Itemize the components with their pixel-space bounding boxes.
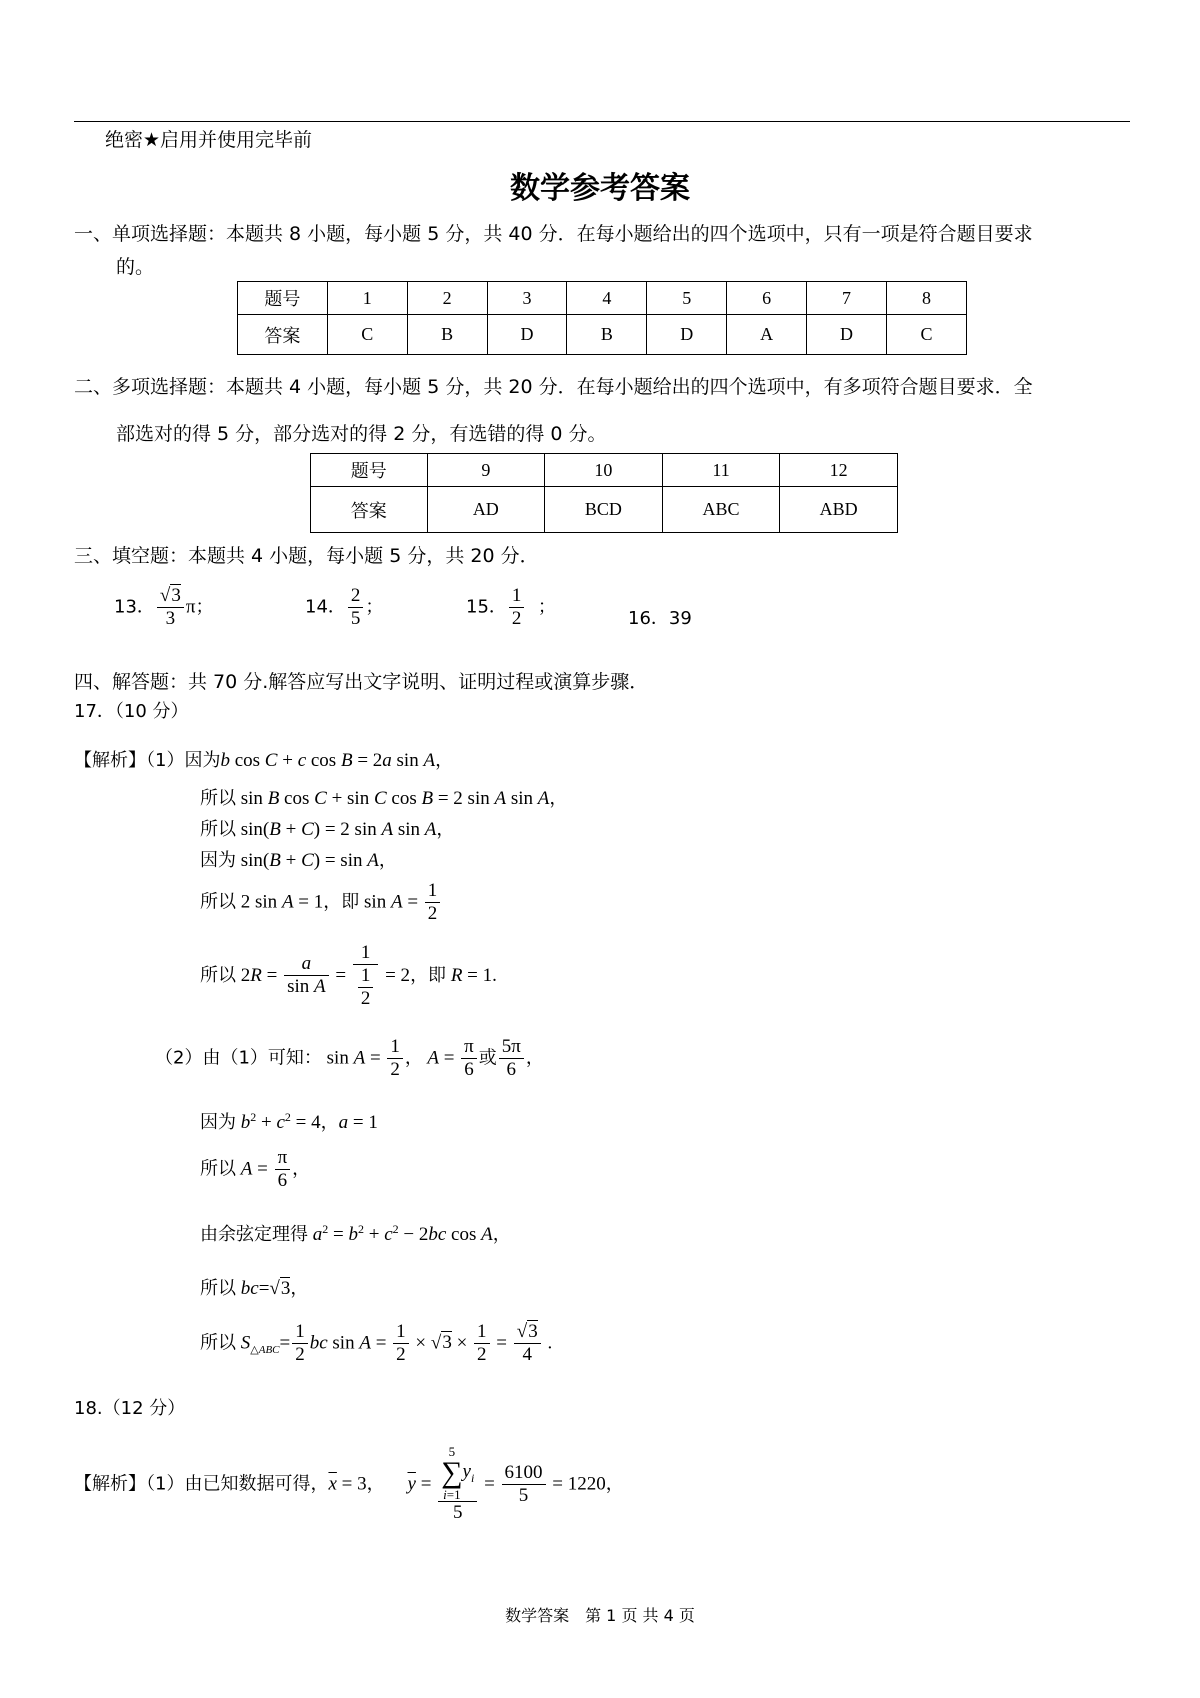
- table-label-a: 答案: [311, 487, 428, 533]
- question-number: 6: [727, 282, 807, 315]
- page-footer: 数学答案 第 1 页 共 4 页: [505, 1606, 695, 1625]
- p17-line-5: 所以 2 sin A = 1，即 sin A = $\frac{1}{2}$: [200, 880, 442, 925]
- q14-label: 14．: [305, 596, 346, 618]
- table-row: [238, 315, 967, 355]
- answer-value: ABC: [662, 487, 780, 533]
- section2-heading-cont: 部选对的得 5 分，部分选对的得 2 分，有选错的得 0 分。: [116, 423, 607, 445]
- answer-value: B: [407, 315, 487, 355]
- question-number: 3: [487, 282, 567, 315]
- p18-line-1: 【解析】（1）由已知数据可得，$\overline{x} = 3$， $\overline{y}$ = 5 ∑ i=1 $y_i$ 5 = $\frac{6100}{5}$ = 1220，: [74, 1444, 624, 1523]
- question-number: 4: [567, 282, 647, 315]
- question-number: 10: [545, 454, 663, 487]
- p17-part2-line-3: 所以 A = $\frac{\pi}{6}$ ，: [200, 1147, 311, 1191]
- confidential-label: 绝密★启用并使用完毕前: [105, 129, 313, 151]
- answer-value: BCD: [545, 487, 663, 533]
- page-title: 数学参考答案: [510, 171, 690, 206]
- question-number: 11: [662, 454, 780, 487]
- question-number: 5: [647, 282, 727, 315]
- p17-part2-line-1: （2）由（1）可知： sin A = $\frac{1}{2}$ ， A = $\frac{\pi}{6}$ 或 $\frac{5\pi}{6}$ ，: [155, 1036, 544, 1080]
- answer-table-multi: [310, 453, 898, 533]
- problem-18-label: 18.（12 分）: [74, 1398, 186, 1419]
- answer-value: C: [887, 315, 967, 355]
- top-rule: [74, 121, 1130, 122]
- p17-part2-line-5: 所以 bc=√3，: [200, 1278, 309, 1299]
- section3-heading: 三、填空题：本题共 4 小题，每小题 5 分，共 20 分．: [74, 545, 539, 567]
- answer-value: A: [727, 315, 807, 355]
- answer-13: 13． $\frac{√3}{3}$ π；: [114, 585, 214, 629]
- p17-part2-line-2: 因为 $b^2 + c^2 = 4$，a = 1: [200, 1110, 378, 1133]
- table-label-q: 题号: [238, 282, 328, 315]
- q15-label: 15．: [466, 596, 507, 618]
- section1-heading-cont: 的。: [116, 256, 155, 278]
- p17-part2-line-6: 所以 $S_{\triangle ABC}=$ $\frac{1}{2}$ bc sin A = $\frac{1}{2}$ × √3 × $\frac{1}{2}$ = $\frac{√3}{4}$ .: [200, 1321, 553, 1365]
- table-row: [311, 487, 898, 533]
- table-row: [238, 282, 967, 315]
- question-number: 9: [427, 454, 545, 487]
- answer-14: 14． $\frac{2}{5}$ ；: [305, 585, 384, 629]
- answer-15: 15． $\frac{1}{2}$ ；: [466, 585, 556, 629]
- section1-heading: 一、单项选择题：本题共 8 小题，每小题 5 分，共 40 分．在每小题给出的四个选项中，只有一项是符合题目要求: [74, 223, 1033, 245]
- section2-heading: 二、多项选择题：本题共 4 小题，每小题 5 分，共 20 分．在每小题给出的四个选项中，有多项符合题目要求．全: [74, 376, 1033, 398]
- problem-17-label: 17．（10 分）: [74, 701, 189, 722]
- answer-value: D: [487, 315, 567, 355]
- answer-value: ABD: [780, 487, 898, 533]
- question-number: 8: [887, 282, 967, 315]
- table-label-q: 题号: [311, 454, 428, 487]
- question-number: 2: [407, 282, 487, 315]
- answer-16: 16．39: [628, 608, 692, 629]
- p17-part2-line-4: 由余弦定理得 $a^2 = b^2 + c^2 - 2bc$ cos A，: [200, 1222, 511, 1245]
- answer-value: B: [567, 315, 647, 355]
- question-number: 12: [780, 454, 898, 487]
- answer-table-single: [237, 281, 967, 355]
- p17-line-2: 所以 sin B cos C + sin C cos B = 2 sin A sin A，: [200, 788, 568, 809]
- table-label-a: 答案: [238, 315, 328, 355]
- section4-heading: 四、解答题：共 70 分.解答应写出文字说明、证明过程或演算步骤．: [74, 671, 649, 693]
- answer-value: AD: [427, 487, 545, 533]
- p17-line-3: 所以 sin(B + C) = 2 sin A sin A，: [200, 819, 455, 840]
- table-row: [311, 454, 898, 487]
- p17-line-6: 所以 2R = $\frac{a}{\text{sin A}}$ = $\frac{1}{\frac{1}{2}}$ = 2，即 R = 1.: [200, 942, 497, 1009]
- answer-value: D: [647, 315, 727, 355]
- p17-line-4: 因为 sin(B + C) = sin A，: [200, 850, 397, 871]
- question-number: 1: [327, 282, 407, 315]
- p17-line-1: 【解析】（1）因为b cos C + c cos B = 2a sin A，: [74, 750, 454, 771]
- answer-value: D: [807, 315, 887, 355]
- answer-value: C: [327, 315, 407, 355]
- question-number: 7: [807, 282, 887, 315]
- q13-label: 13．: [114, 596, 155, 618]
